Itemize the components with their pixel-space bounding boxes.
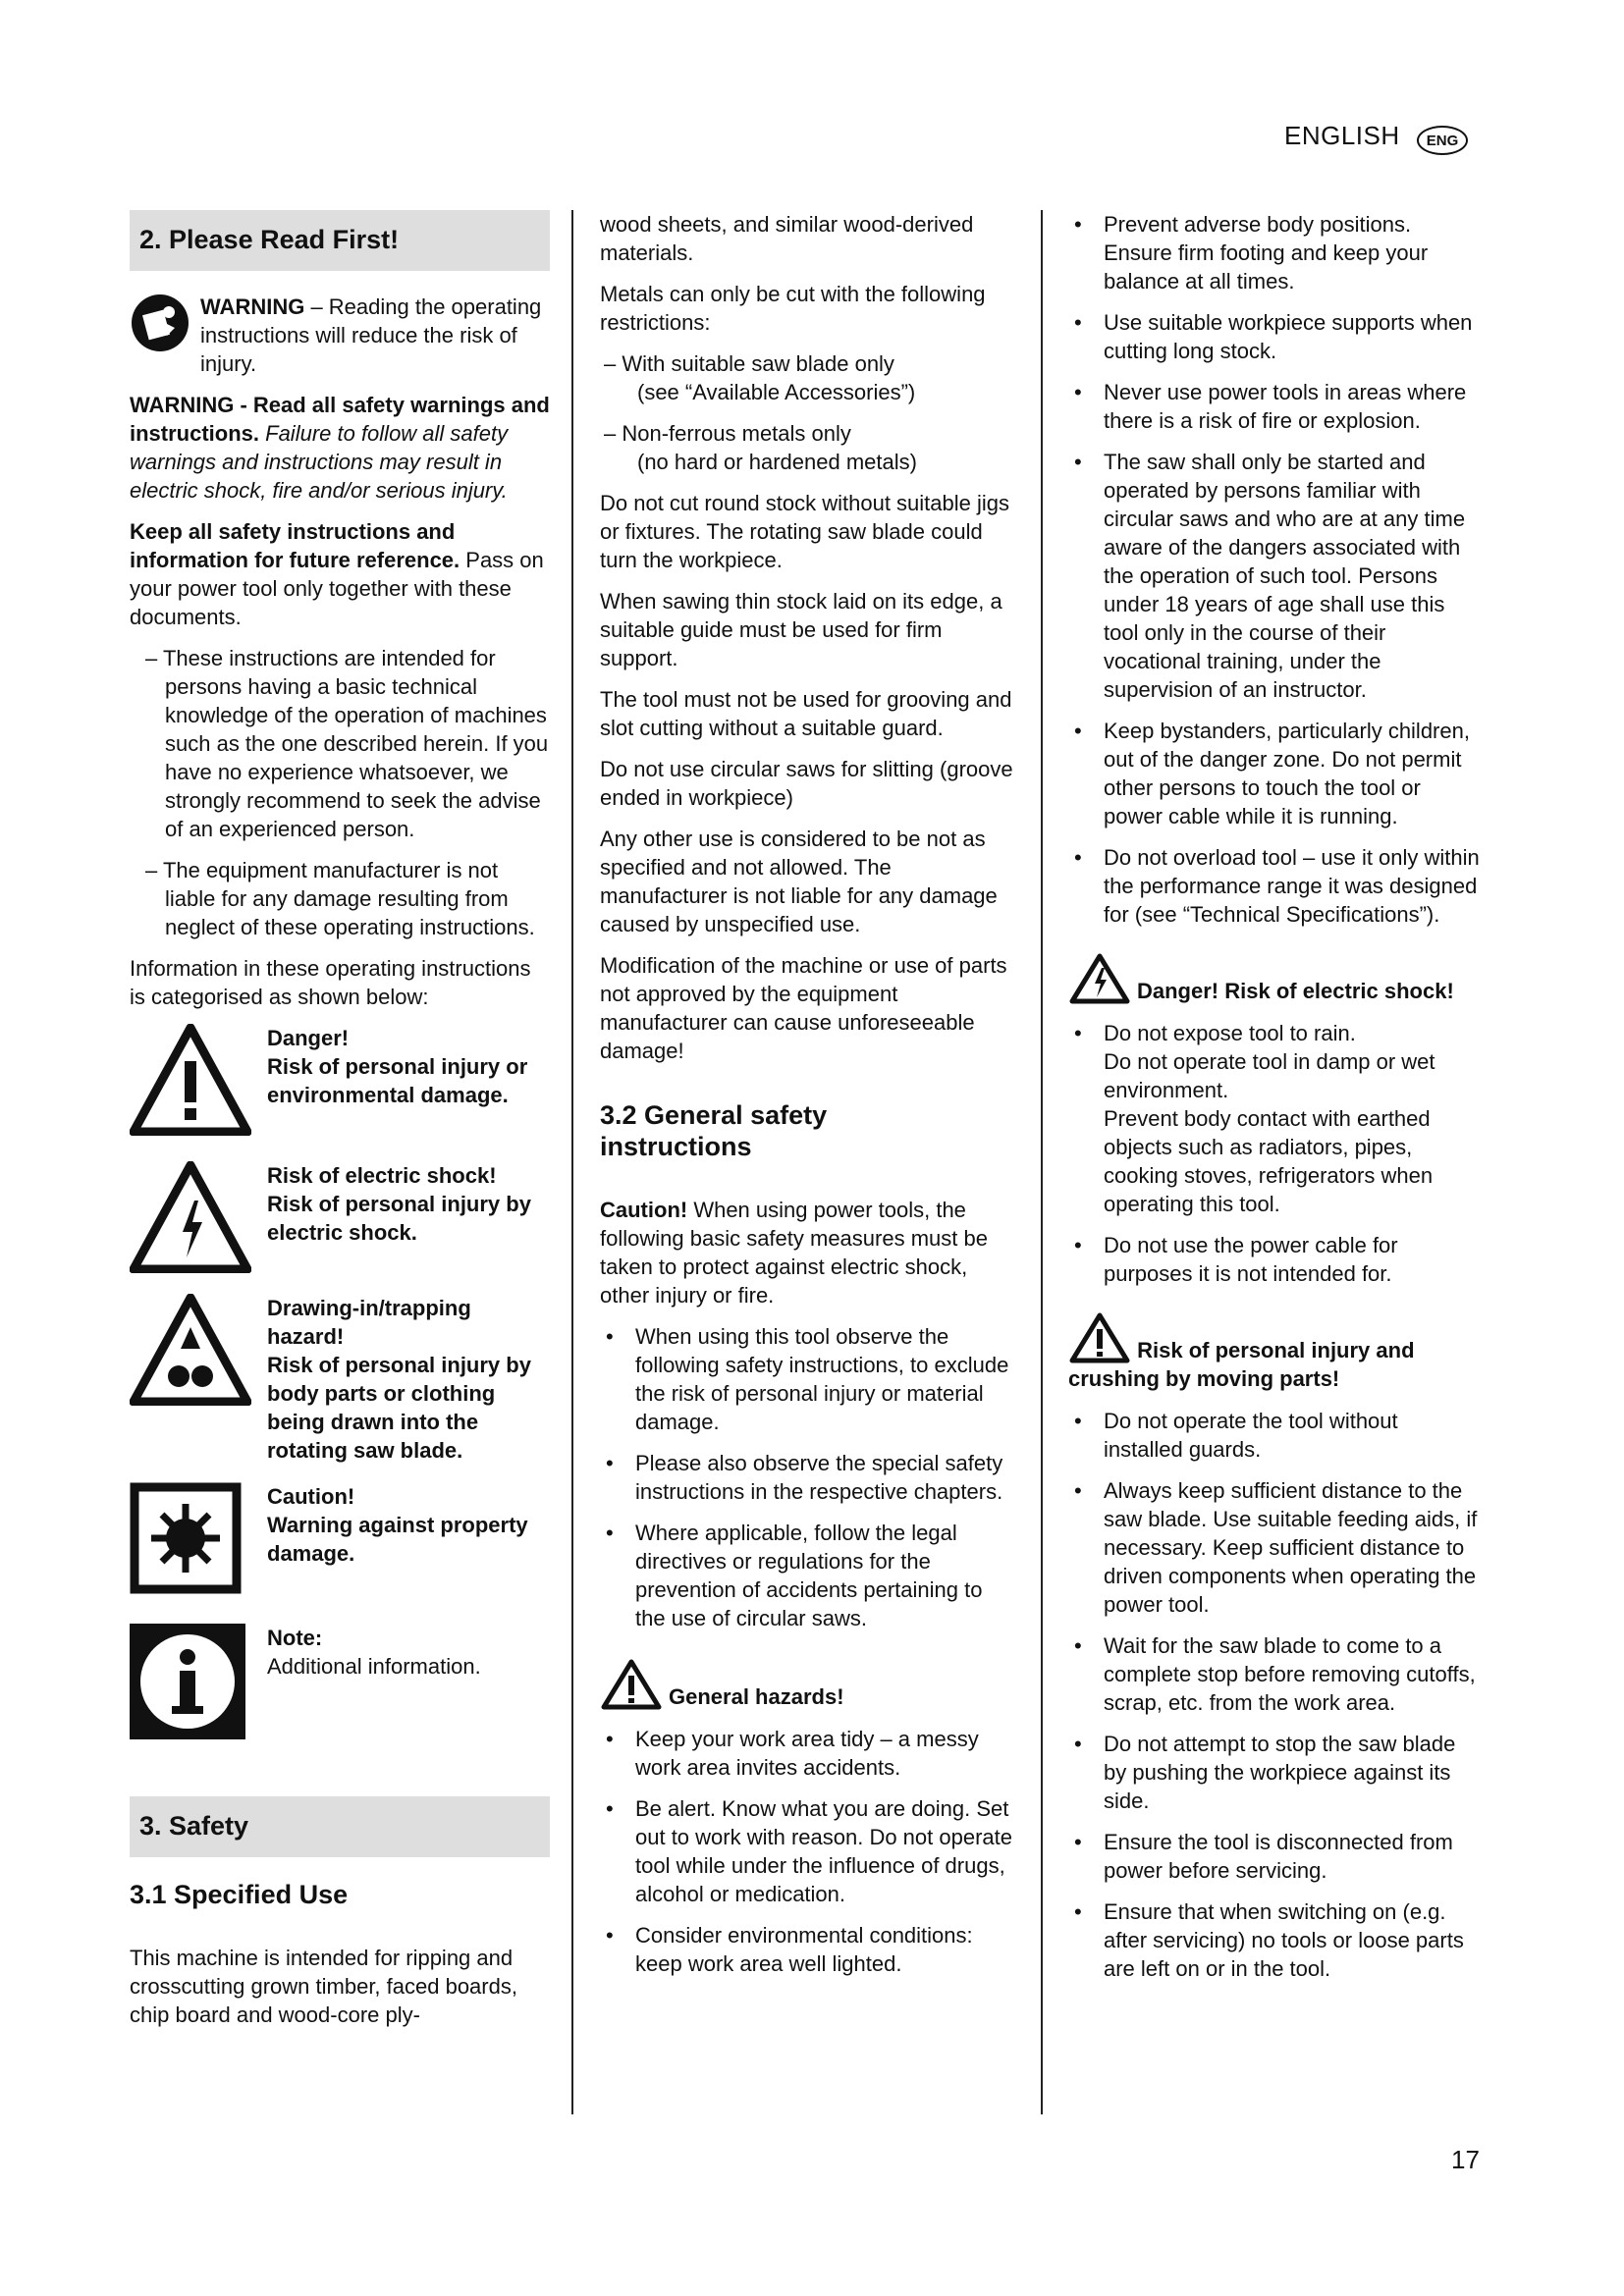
dash-line: – With suitable saw blade only (604, 351, 894, 376)
list-item: • Wait for the saw blade to come to a complete stop before removing cutoffs, scrap, etc. from the work area. (1068, 1631, 1481, 1717)
trapping-hazard-icon (130, 1294, 251, 1406)
column-divider (1041, 210, 1043, 2114)
legend-text: Risk of personal injury by electric shock. (267, 1192, 531, 1245)
language-badge: ENG (1417, 126, 1468, 155)
keep-instructions-text: Pass on your power tool only together with these documents. (130, 548, 544, 629)
legend-title: Risk of electric shock! (267, 1163, 497, 1188)
electric-shock-title: Danger! Risk of electric shock! (1137, 979, 1454, 1003)
specified-use-text: This machine is intended for ripping and crosscutting grown timber, faced boards, chip board and wood-core ply- (130, 1946, 517, 2027)
paragraph: Modification of the machine or use of parts not approved by the equipment manufacturer can cause unforeseeable damage! (600, 953, 1007, 1063)
caution-text: When using power tools, the following basic safety measures must be taken to protect against electric shock, other injury or fire. (600, 1198, 988, 1308)
legend-title: Drawing-in/trapping hazard! (267, 1296, 471, 1349)
legend-text: Additional information. (267, 1654, 481, 1679)
keep-instructions-bold: Keep all safety instructions and information for future reference. (130, 519, 460, 572)
info-paragraph: Information in these operating instructions is categorised as shown below: (130, 956, 531, 1009)
shock-bullet-list (1068, 1019, 1481, 1288)
safety-warning-italic: Failure to follow all safety warnings and instructions may result in electric shock, fire and/or serious injury. (130, 421, 509, 503)
dash-item: – These instructions are intended for persons having a basic technical knowledge of the operation of machines such as the one described herein. If you have no experience whatsoever, we strongly recommend to seek the advise of an experienced person. (145, 646, 549, 841)
paragraph: wood sheets, and similar wood-derived materials. (600, 212, 974, 265)
column-1 (130, 210, 550, 2042)
safety-warning-paragraph (130, 391, 550, 505)
electric-shock-heading (1068, 952, 1481, 1005)
subsection-3-2-heading: 3.2 General safety instructions (600, 1100, 828, 1161)
danger-warning-icon (130, 1024, 251, 1136)
warning-read-manual (130, 293, 550, 378)
list-item: • Do not expose tool to rain. Do not operate tool in damp or wet environment. Prevent body contact with earthed objects such as radiators, pipes, cooking stoves, refrigerators when operating this tool. (1068, 1019, 1481, 1218)
caution-bold: Caution! (600, 1198, 688, 1222)
list-item: • Use suitable workpiece supports when cutting long stock. (1068, 308, 1481, 365)
legend-text: Risk of personal injury or environmental damage. (267, 1054, 528, 1107)
list-item: • Never use power tools in areas where there is a risk of fire or explosion. (1068, 378, 1481, 435)
legend-electric (130, 1161, 550, 1280)
legend-note (130, 1624, 550, 1749)
list-item: • Consider environmental conditions: keep work area well lighted. (600, 1921, 1017, 1978)
list-item: • Always keep sufficient distance to the saw blade. Use suitable feeding aids, if necessary. Keep sufficient distance to driven components when operating the power tool. (1068, 1476, 1481, 1619)
list-item: • Prevent adverse body positions. Ensure firm footing and keep your balance at all times. (1068, 210, 1481, 295)
list-item: • The saw shall only be started and operated by persons familiar with circular saws and who are at any time aware of the dangers associated with the operation of such tool. Persons under 18 years of age shall use this tool only in the course of their vocational training, under the supervision of an instructor. (1068, 448, 1481, 704)
legend-trapping (130, 1294, 550, 1468)
column-2 (600, 210, 1017, 1991)
subsection-3-1-heading: 3.1 Specified Use (130, 1880, 349, 1909)
electric-shock-icon (130, 1161, 251, 1273)
list-item: • Keep bystanders, particularly children, out of the danger zone. Do not permit other persons to touch the tool or power cable while it is running. (1068, 717, 1481, 830)
legend-caution (130, 1482, 550, 1610)
property-damage-icon (130, 1482, 242, 1594)
legend-title: Caution! (267, 1484, 355, 1509)
list-item: • Please also observe the special safety instructions in the respective chapters. (600, 1449, 1017, 1506)
general-hazards-heading (600, 1658, 1017, 1711)
safety-bullet-list (600, 1322, 1017, 1632)
warning-triangle-icon (1068, 1311, 1131, 1364)
page-number: 17 (1451, 2145, 1480, 2174)
list-item: • Ensure the tool is disconnected from power before servicing. (1068, 1828, 1481, 1885)
list-item: • Do not operate the tool without installed guards. (1068, 1407, 1481, 1464)
dash-item (600, 349, 1017, 406)
list-item: • Do not overload tool – use it only within the performance range it was designed for (see “Technical Specifications”). (1068, 843, 1481, 929)
language-label: ENGLISH (1284, 121, 1400, 150)
section-3-heading: 3. Safety (130, 1796, 550, 1857)
caution-paragraph (600, 1196, 1017, 1309)
warning-text: – Reading the operating instructions will reduce the risk of injury. (200, 294, 542, 376)
crush-bullet-list (1068, 1407, 1481, 1983)
paragraph: Do not cut round stock without suitable jigs or fixtures. The rotating saw blade could turn the workpiece. (600, 491, 1010, 572)
legend-text: Warning against property damage. (267, 1513, 528, 1566)
general-hazards-title: General hazards! (669, 1684, 844, 1709)
list-item: • Where applicable, follow the legal directives or regulations for the prevention of accidents pertaining to the use of circular saws. (600, 1519, 1017, 1632)
legend-title: Note: (267, 1626, 323, 1650)
list-item: • Do not attempt to stop the saw blade by pushing the workpiece against its side. (1068, 1730, 1481, 1815)
legend-title: Danger! (267, 1026, 350, 1050)
dash-item (600, 419, 1017, 476)
paragraph: When sawing thin stock laid on its edge, a suitable guide must be used for firm support. (600, 589, 1002, 670)
electric-shock-icon (1068, 952, 1131, 1005)
column-3 (1068, 210, 1481, 1996)
list-item: • Be alert. Know what you are doing. Set out to work with reason. Do not operate tool while under the influence of drugs, alcohol or medication. (600, 1794, 1017, 1908)
dash-item: – The equipment manufacturer is not liable for any damage resulting from neglect of these operating instructions. (145, 858, 535, 939)
safety-warning-bold: WARNING - Read all safety warnings and instructions. (130, 393, 550, 446)
paragraph: Metals can only be cut with the following restrictions: (600, 282, 986, 335)
list-item: • Ensure that when switching on (e.g. after servicing) no tools or loose parts are left on or in the tool. (1068, 1897, 1481, 1983)
legend-text: Risk of personal injury by body parts or clothing being drawn into the rotating saw blade. (267, 1353, 531, 1463)
warning-triangle-icon (600, 1658, 663, 1711)
column-divider (571, 210, 573, 2114)
legend-danger (130, 1024, 550, 1148)
dash-line: (see “Available Accessories”) (637, 380, 916, 404)
hazard-bullet-list (600, 1725, 1017, 1978)
paragraph: Any other use is considered to be not as specified and not allowed. The manufacturer is not liable for any damage caused by unspecified use. (600, 827, 998, 936)
paragraph: The tool must not be used for grooving and slot cutting without a suitable guard. (600, 687, 1012, 740)
list-item: • Do not use the power cable for purposes it is not intended for. (1068, 1231, 1481, 1288)
read-manual-icon (130, 293, 190, 353)
warning-label: WARNING (200, 294, 305, 319)
crushing-title: Risk of personal injury and crushing by moving parts! (1068, 1338, 1415, 1391)
crushing-heading (1068, 1311, 1481, 1393)
keep-instructions-paragraph (130, 517, 550, 631)
dash-line: (no hard or hardened metals) (637, 450, 917, 474)
list-item: • When using this tool observe the following safety instructions, to exclude the risk of personal injury or material damage. (600, 1322, 1017, 1436)
dash-line: – Non-ferrous metals only (604, 421, 851, 446)
safety-bullet-list (1068, 210, 1481, 929)
paragraph: Do not use circular saws for slitting (groove ended in workpiece) (600, 757, 1013, 810)
section-2-heading: 2. Please Read First! (130, 210, 550, 271)
info-icon (130, 1624, 245, 1739)
list-item: • Keep your work area tidy – a messy work area invites accidents. (600, 1725, 1017, 1782)
